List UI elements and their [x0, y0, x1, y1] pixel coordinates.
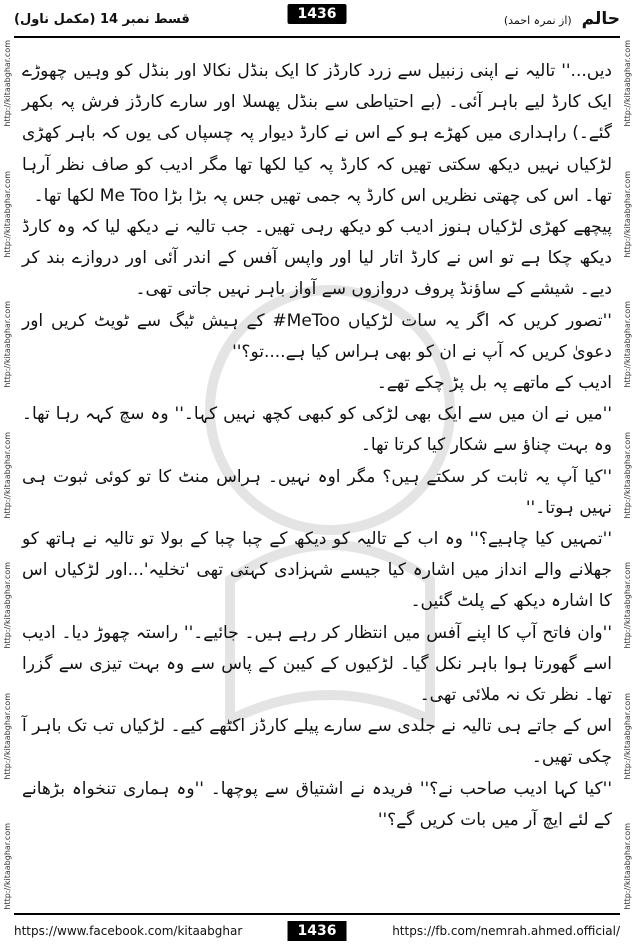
side-url: http://kitaabghar.com — [2, 431, 12, 519]
paragraph: دیں...'' تالیہ نے اپنی زنبیل سے زرد کارڈز کا ایک بنڈل نکالا اور بنڈل کو وہیں چھوڑے ایک کارڈ لیے باہر آئی۔ (بے احتیاطی سے بنڈل پھسلا اور سارے کارڈز فرش پہ بکھر گئے۔) راہداری میں کھڑے ہو کے اس نے کارڈ دیوار پہ چسپاں کی یوں کہ باہر کھڑی لڑکیاں نہیں دیکھ سکتی تھیں کہ کارڈ پہ کیا لکھا تھا مگر ادیب کو صاف نظر آرہا تھا۔ اس کی چھتی نظریں اس کارڈ پہ جمی تھیں جس پہ بڑا بڑا Me Too لکھا تھا۔ — [22, 61, 612, 206]
facebook-link[interactable]: https://www.facebook.com/kitaabghar — [14, 924, 243, 938]
side-url: http://kitaabghar.com — [2, 823, 12, 910]
novel-title: حالم — [581, 9, 620, 29]
episode-label: قسط نمبر 14 (مکمل ناول) — [14, 11, 190, 27]
story-text — [22, 56, 612, 906]
side-url: http://kitaabghar.com — [622, 431, 632, 519]
author-facebook-link[interactable]: https://fb.com/nemrah.ahmed.official/ — [392, 924, 620, 938]
side-url: http://kitaabghar.com — [2, 301, 12, 388]
side-url: http://kitaabghar.com — [2, 562, 12, 649]
paragraph: ادیب کے ماتھے پہ بل پڑ چکے تھے۔ — [376, 373, 612, 394]
paragraph: پیچھے کھڑی لڑکیاں ہنوز ادیب کو دیکھ رہی تھیں۔ جب تالیہ نے دیکھ لیا کہ وہ کارڈ دیکھ چکا ہے تو اس نے کارڈ اتار لیا اور واپس آفس کے اندر آئی اور دروازے بند کر دیے۔ شیشے کے ساؤنڈ پروف دروازوں سے آواز باہر نہیں جاتی تھی۔ — [22, 217, 612, 300]
paragraph: اس کے جاتے ہی تالیہ نے جلدی سے سارے پیلے کارڈز اکٹھے کیے۔ لڑکیاں تب تک باہر آ چکی تھیں۔ — [22, 716, 612, 768]
page-number-top: 1436 — [288, 4, 347, 24]
side-url: http://kitaabghar.com — [622, 170, 632, 258]
side-url: http://kitaabghar.com — [622, 301, 632, 388]
side-url: http://kitaabghar.com — [622, 40, 632, 127]
paragraph: ''کیا کہا ادیب صاحب نے؟'' فریدہ نے اشتیاق سے پوچھا۔ ''وہ ہماری تنخواہ بڑھانے کے لئے ایچ آر میں بات کریں گے؟'' — [22, 778, 612, 830]
paragraph: ''میں نے ان میں سے ایک بھی لڑکی کو کبھی کچھ نہیں کہا۔'' وہ سچ کہہ رہا تھا۔ وہ بہت چناؤ سے شکار کیا کرتا تھا۔ — [22, 404, 612, 456]
side-url: http://kitaabghar.com — [622, 562, 632, 649]
paragraph: ''تمہیں کیا چاہیے؟'' وہ اب کے تالیہ کو دیکھ کے چبا چبا کے بولا تو تالیہ نے ہاتھ کو جھلانے والے انداز میں اشارہ کیا جیسے شہزادی کہتی تھی 'تخلیہ'...اور لڑکیاں اس کا اشارہ دیکھ کے پلٹ گئیں۔ — [22, 529, 612, 612]
page-number-bottom: 1436 — [288, 921, 347, 941]
side-watermark-left — [0, 40, 14, 910]
side-watermark-right — [620, 40, 634, 910]
side-url: http://kitaabghar.com — [622, 823, 632, 910]
paragraph: ''تصور کریں کہ اگر یہ سات لڑکیاں MeToo# کے ہیش ٹیگ سے ٹویٹ کریں اور دعویٰ کریں کہ آپ نے ان کو بھی ہراس کیا ہے....تو؟'' — [22, 310, 612, 362]
footer-divider — [14, 913, 620, 915]
side-url: http://kitaabghar.com — [622, 692, 632, 780]
header-divider — [14, 36, 620, 38]
side-url: http://kitaabghar.com — [2, 40, 12, 127]
paragraph: ''وان فاتح آپ کا اپنے آفس میں انتظار کر رہے ہیں۔ جائیے۔'' راستہ چھوڑ دیا۔ ادیب اسے گھورتا ہوا باہر نکل گیا۔ لڑکیوں کے کیبن کے پاس سے وہ بہت تیزی سے گزرا تھا۔ نظر تک نہ ملائی تھی۔ — [22, 622, 612, 706]
author-label: (از نمرہ احمد) — [503, 14, 572, 27]
side-url: http://kitaabghar.com — [2, 170, 12, 258]
page-footer — [14, 918, 620, 944]
side-url: http://kitaabghar.com — [2, 692, 12, 780]
paragraph: ''کیا آپ یہ ثابت کر سکتے ہیں؟ مگر اوہ نہیں۔ ہراس منٹ کا تو کوئی ثبوت ہی نہیں ہوتا۔'' — [22, 466, 612, 518]
title-block — [504, 9, 620, 29]
